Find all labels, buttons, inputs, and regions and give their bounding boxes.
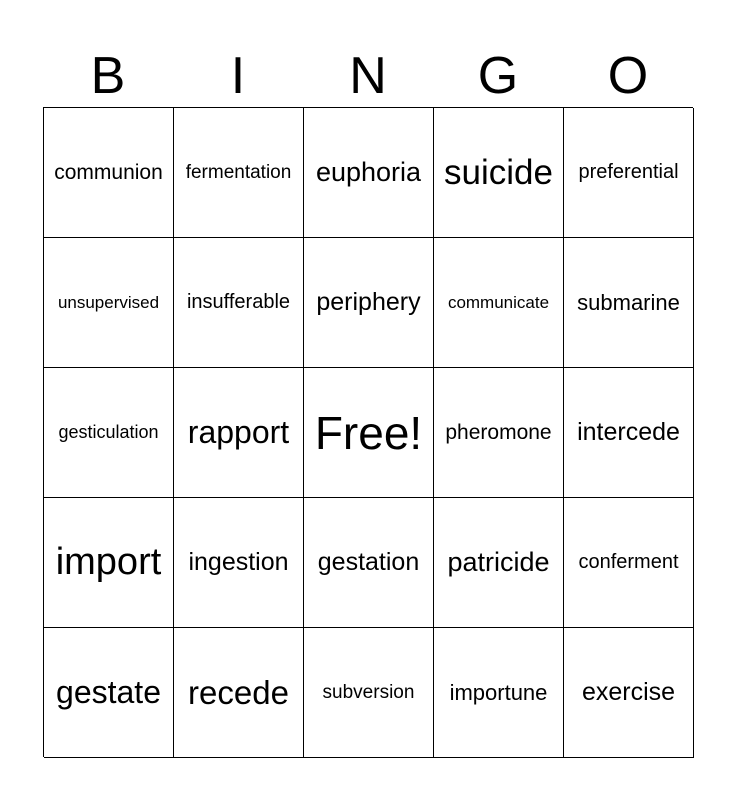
bingo-cell[interactable]: [564, 498, 694, 628]
cell-word: recede: [188, 673, 289, 711]
cell-word: euphoria: [315, 157, 422, 187]
bingo-cell[interactable]: [564, 628, 694, 758]
bingo-cell[interactable]: [44, 238, 174, 368]
bingo-cell[interactable]: [44, 628, 174, 758]
cell-word: import: [55, 541, 162, 583]
bingo-header: [43, 44, 693, 108]
cell-word: communicate: [447, 292, 550, 312]
bingo-cell[interactable]: [304, 498, 434, 628]
bingo-cell[interactable]: [174, 628, 304, 758]
bingo-cell[interactable]: [434, 498, 564, 628]
cell-word: pheromone: [445, 420, 552, 444]
cell-word: intercede: [577, 418, 680, 446]
cell-word: conferment: [578, 551, 679, 573]
cell-word: fermentation: [185, 161, 292, 183]
cell-word: unsupervised: [57, 292, 160, 312]
header-letter-b: B: [90, 47, 126, 105]
header-letter-o: O: [607, 47, 649, 105]
bingo-cell[interactable]: [564, 368, 694, 498]
cell-word: patricide: [447, 547, 550, 577]
bingo-cell[interactable]: [174, 498, 304, 628]
bingo-cell[interactable]: [44, 498, 174, 628]
cell-word: suicide: [444, 152, 553, 192]
cell-word: communion: [54, 160, 163, 184]
bingo-cell[interactable]: [44, 108, 174, 238]
bingo-cell[interactable]: [304, 238, 434, 368]
cell-word: preferential: [578, 161, 679, 183]
cell-word: gestate: [56, 674, 161, 710]
bingo-cell[interactable]: [174, 368, 304, 498]
bingo-cell[interactable]: [174, 238, 304, 368]
header-letter-i: I: [230, 47, 246, 105]
cell-word: ingestion: [188, 548, 289, 576]
cell-word: periphery: [316, 288, 421, 316]
bingo-cell[interactable]: [434, 238, 564, 368]
bingo-cell[interactable]: [304, 628, 434, 758]
cell-word: rapport: [187, 414, 290, 450]
cell-word: gestation: [317, 548, 420, 576]
bingo-cell[interactable]: [174, 108, 304, 238]
bingo-cell[interactable]: [564, 108, 694, 238]
bingo-board: [43, 107, 693, 757]
bingo-cell[interactable]: [564, 238, 694, 368]
free-space: Free!: [314, 406, 423, 459]
bingo-cell[interactable]: [434, 628, 564, 758]
cell-word: exercise: [581, 678, 676, 706]
bingo-cell[interactable]: [304, 108, 434, 238]
header-letter-n: N: [349, 47, 387, 105]
cell-word: importune: [449, 679, 548, 705]
cell-word: subversion: [322, 681, 415, 703]
bingo-cell[interactable]: [434, 368, 564, 498]
bingo-cell[interactable]: [44, 368, 174, 498]
cell-word: insufferable: [186, 291, 291, 313]
header-letter-g: G: [477, 47, 519, 105]
cell-word: gesticulation: [58, 422, 159, 442]
cell-word: submarine: [577, 289, 680, 315]
bingo-cell[interactable]: [304, 368, 434, 498]
bingo-cell[interactable]: [434, 108, 564, 238]
